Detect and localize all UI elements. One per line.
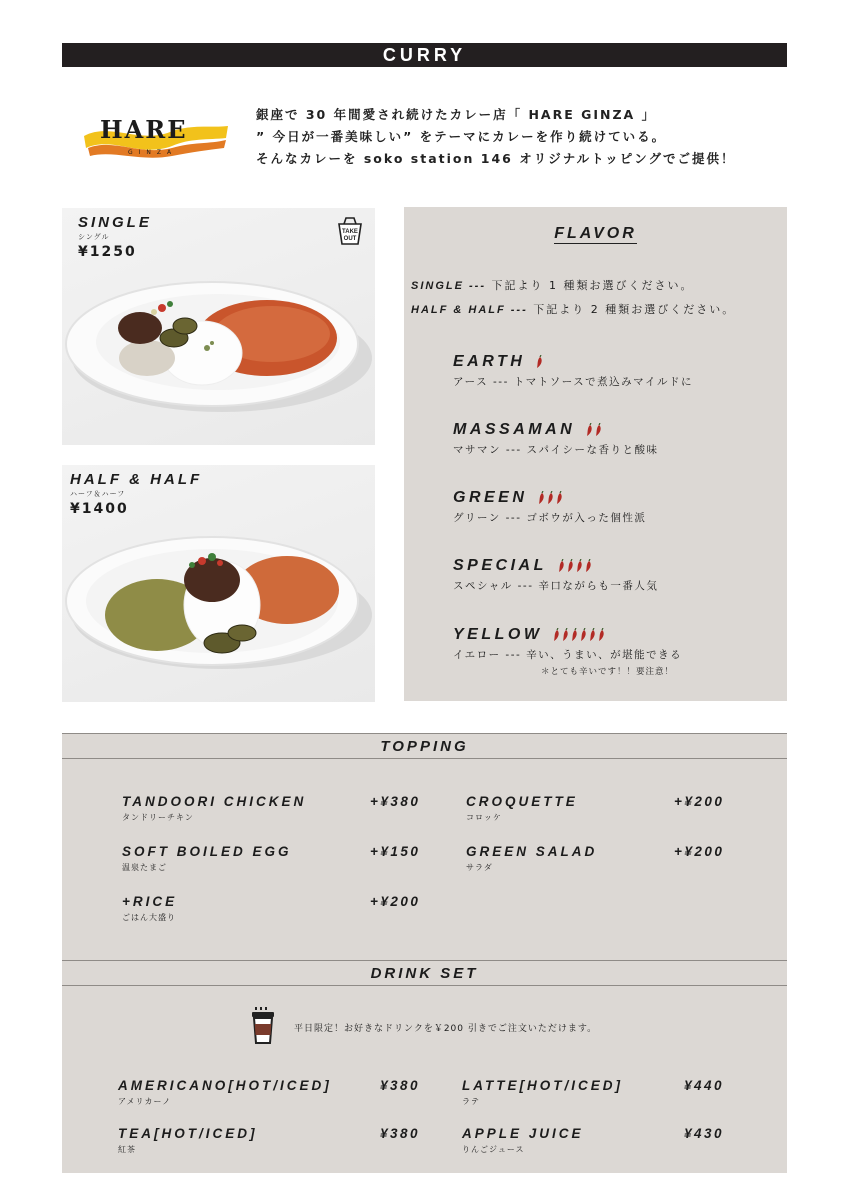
flavor-desc: グリーン --- ゴボウが入った個性派 bbox=[453, 512, 647, 524]
chili-pepper-icon bbox=[588, 628, 596, 642]
flavor-rule-half bbox=[411, 301, 735, 317]
drink-section bbox=[62, 960, 787, 1173]
flavor-name: GREEN bbox=[453, 489, 528, 506]
flavor-name: YELLOW bbox=[453, 626, 543, 643]
menu-title: CURRY bbox=[382, 44, 467, 65]
rule-text: 下記より 2 種類お選びください。 bbox=[527, 303, 736, 316]
topping-price: +¥380 bbox=[370, 794, 421, 809]
drink-price: ¥440 bbox=[684, 1078, 725, 1093]
topping-item bbox=[466, 794, 578, 823]
heat-level bbox=[537, 491, 563, 505]
topping-name: +RICE bbox=[122, 894, 178, 909]
takeout-label-top: TAKE bbox=[342, 229, 358, 235]
topping-sub: ごはん大盛り bbox=[122, 913, 176, 922]
single-subtitle: シングル bbox=[78, 233, 110, 241]
topping-title: TOPPING bbox=[62, 734, 787, 759]
chili-pepper-icon bbox=[597, 628, 605, 642]
chili-pepper-icon bbox=[566, 559, 574, 573]
single-price: ¥1250 bbox=[78, 244, 137, 260]
topping-item bbox=[122, 894, 177, 923]
chili-pepper-icon bbox=[561, 628, 569, 642]
topping-section bbox=[62, 733, 787, 960]
topping-name: SOFT BOILED EGG bbox=[122, 844, 292, 859]
chili-pepper-icon bbox=[579, 628, 587, 642]
flavor-desc: マサマン --- スパイシーな香りと酸味 bbox=[453, 444, 659, 456]
heat-level bbox=[585, 423, 602, 437]
topping-name: TANDOORI CHICKEN bbox=[122, 794, 307, 809]
chili-pepper-icon bbox=[570, 628, 578, 642]
chili-pepper-icon bbox=[552, 628, 560, 642]
topping-price: +¥200 bbox=[674, 794, 725, 809]
flavor-note: ＊とても辛いです！！要注意！ bbox=[541, 667, 675, 677]
rule-label: HALF & HALF --- bbox=[411, 304, 528, 316]
half-subtitle: ハーフ＆ハーフ bbox=[70, 490, 126, 498]
drink-name: TEA[HOT/ICED] bbox=[118, 1126, 258, 1141]
drink-item bbox=[462, 1126, 584, 1155]
flavor-panel bbox=[404, 207, 787, 701]
drink-name: AMERICANO[HOT/ICED] bbox=[118, 1078, 332, 1093]
drink-sub: 紅茶 bbox=[118, 1145, 136, 1154]
flavor-name: SPECIAL bbox=[453, 557, 547, 574]
drink-item bbox=[118, 1078, 332, 1107]
half-title: HALF & HALF bbox=[70, 471, 203, 488]
topping-item bbox=[122, 794, 306, 823]
chili-pepper-icon bbox=[546, 491, 554, 505]
topping-price: +¥150 bbox=[370, 844, 421, 859]
heat-level bbox=[535, 355, 543, 369]
svg-text:GINZA: GINZA bbox=[128, 149, 178, 156]
drink-set-note: 平日限定！お好きなドリンクを￥200 引きでご注文いただけます。 bbox=[294, 1024, 598, 1034]
chili-pepper-icon bbox=[585, 423, 593, 437]
svg-text:HARE: HARE bbox=[100, 115, 188, 144]
intro-text bbox=[256, 104, 786, 170]
topping-sub: コロッケ bbox=[466, 813, 502, 822]
topping-price: +¥200 bbox=[674, 844, 725, 859]
topping-sub: タンドリーチキン bbox=[122, 813, 194, 822]
drink-item bbox=[462, 1078, 623, 1107]
topping-name: CROQUETTE bbox=[466, 794, 578, 809]
flavor-item-green bbox=[453, 489, 646, 525]
chili-pepper-icon bbox=[584, 559, 592, 573]
flavor-desc: イエロー --- 辛い、うまい、が堪能できる bbox=[453, 649, 683, 661]
heat-level bbox=[557, 559, 592, 573]
flavor-item-massaman bbox=[453, 421, 659, 457]
flavor-title-text: FLAVOR bbox=[554, 225, 637, 242]
flavor-name: EARTH bbox=[453, 353, 526, 370]
topping-sub: 温泉たまご bbox=[122, 863, 167, 872]
drink-sub: ラテ bbox=[462, 1097, 480, 1106]
menu-header-bar bbox=[62, 43, 787, 67]
drink-sub: りんごジュース bbox=[462, 1145, 525, 1154]
flavor-item-earth bbox=[453, 353, 693, 389]
flavor-item-special bbox=[453, 557, 658, 593]
intro-line: そんなカレーを soko station 146 オリジナルトッピングでご提供！ bbox=[256, 151, 736, 166]
chili-pepper-icon bbox=[537, 491, 545, 505]
flavor-item-yellow bbox=[453, 626, 682, 677]
drink-title: DRINK SET bbox=[62, 961, 787, 986]
drink-price: ¥380 bbox=[380, 1126, 421, 1141]
coffee-cup-icon bbox=[250, 1007, 276, 1045]
intro-line: 銀座で 30 年間愛され続けたカレー店「 HARE GINZA 」 bbox=[256, 107, 657, 122]
drink-item bbox=[118, 1126, 258, 1155]
flavor-rule-single bbox=[411, 277, 694, 293]
chili-pepper-icon bbox=[575, 559, 583, 573]
heat-level bbox=[552, 628, 605, 642]
chili-pepper-icon bbox=[535, 355, 543, 369]
chili-pepper-icon bbox=[594, 423, 602, 437]
topping-item bbox=[122, 844, 292, 873]
rule-text: 下記より 1 種類お選びください。 bbox=[486, 279, 694, 292]
rule-label: SINGLE --- bbox=[411, 280, 486, 292]
takeout-label-bottom: OUT bbox=[343, 236, 357, 242]
drink-name: LATTE[HOT/ICED] bbox=[462, 1078, 623, 1093]
drink-price: ¥430 bbox=[684, 1126, 725, 1141]
topping-sub: サラダ bbox=[466, 863, 493, 872]
takeout-icon bbox=[335, 216, 365, 246]
hare-ginza-logo bbox=[80, 108, 230, 160]
drink-name: APPLE JUICE bbox=[462, 1126, 584, 1141]
flavor-desc: アース --- トマトソースで煮込みマイルドに bbox=[453, 376, 693, 388]
topping-price: +¥200 bbox=[370, 894, 421, 909]
flavor-name: MASSAMAN bbox=[453, 421, 576, 438]
topping-item bbox=[466, 844, 597, 873]
flavor-desc: スペシャル --- 辛口ながらも一番人気 bbox=[453, 580, 659, 592]
half-price: ¥1400 bbox=[70, 501, 129, 517]
drink-sub: アメリカーノ bbox=[118, 1097, 172, 1106]
chili-pepper-icon bbox=[557, 559, 565, 573]
half-curry-photo bbox=[62, 465, 375, 702]
flavor-title bbox=[404, 225, 787, 243]
single-curry-photo bbox=[62, 208, 375, 445]
intro-line: ” 今日が一番美味しい” をテーマにカレーを作り続けている。 bbox=[256, 129, 667, 144]
drink-price: ¥380 bbox=[380, 1078, 421, 1093]
chili-pepper-icon bbox=[555, 491, 563, 505]
topping-name: GREEN SALAD bbox=[466, 844, 598, 859]
single-title: SINGLE bbox=[78, 214, 152, 231]
